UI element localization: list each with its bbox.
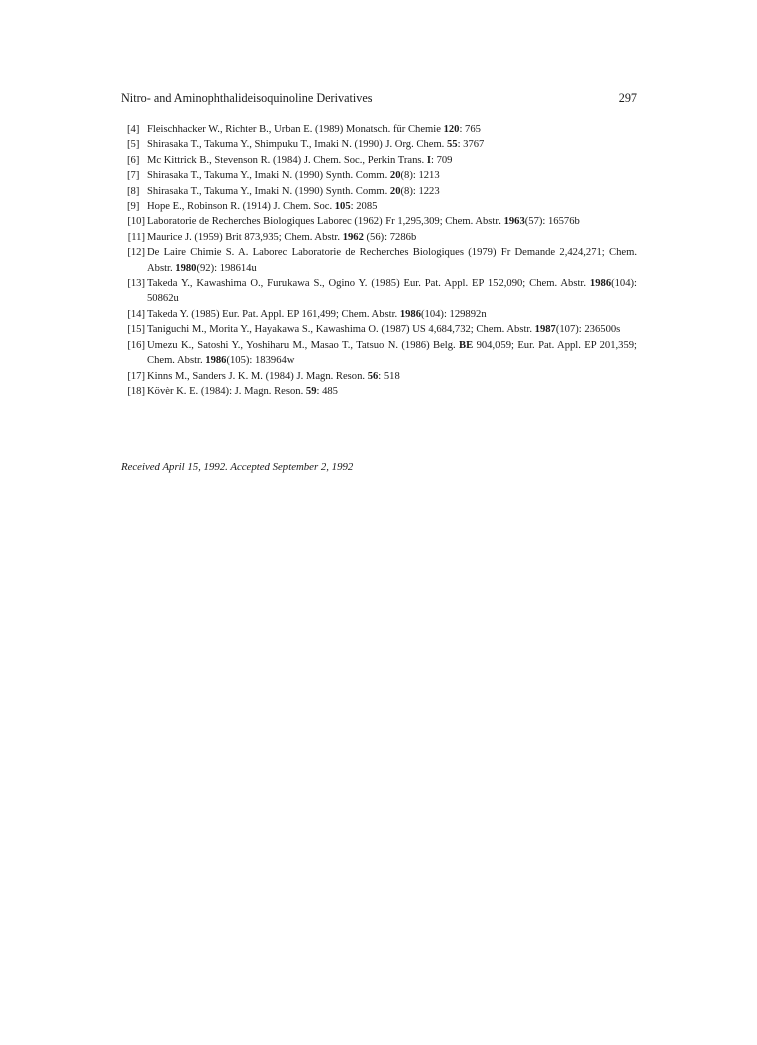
reference-segment: Maurice J. (1959) Brit 873,935; Chem. Abstr. xyxy=(147,231,343,243)
reference-segment: : 485 xyxy=(316,385,338,397)
reference-text xyxy=(147,139,484,150)
reference-text xyxy=(147,155,452,166)
reference-list xyxy=(121,122,637,399)
reference-item xyxy=(121,384,637,399)
reference-item xyxy=(121,137,637,152)
reference-volume: 105 xyxy=(334,201,351,213)
reference-segment: Umezu K., Satoshi Y., Yoshiharu M., Masao T., Tatsuo N. (1986) Belg. xyxy=(147,339,460,351)
reference-number: [10] xyxy=(127,216,145,228)
reference-text xyxy=(147,201,377,212)
reference-segment: Kövèr K. E. (1984): J. Magn. Reson. xyxy=(147,385,306,397)
reference-text xyxy=(147,340,637,366)
reference-segment: Shirasaka T., Takuma Y., Imaki N. (1990) Synth. Comm. xyxy=(147,170,390,182)
reference-segment: Fleischhacker W., Richter B., Urban E. (1989) Monatsch. für Chemie xyxy=(147,124,444,135)
received-note: Received April 15, 1992. Accepted September 2, 1992 xyxy=(121,461,354,473)
reference-volume: 1962 xyxy=(342,231,364,243)
reference-volume: 1987 xyxy=(534,324,556,336)
reference-volume: 20 xyxy=(389,170,401,182)
reference-number: [16] xyxy=(127,339,145,351)
reference-number: [18] xyxy=(127,385,145,397)
reference-segment: 904,059; Eur. Pat. Appl. EP 201,359; Chem. Abstr. xyxy=(147,339,637,367)
reference-number: [6] xyxy=(127,154,140,166)
reference-segment: (8): 1223 xyxy=(400,185,440,197)
reference-number: [7] xyxy=(127,170,140,182)
reference-item xyxy=(121,276,637,307)
page-number: 297 xyxy=(618,91,637,105)
reference-item xyxy=(121,214,637,229)
reference-segment: De Laire Chimie S. A. Laborec Laboratorie de Recherches Biologiques (1979) Fr Demande 2,424,271; Chem. Abstr. xyxy=(147,247,637,274)
reference-volume: I xyxy=(426,154,431,166)
reference-item xyxy=(121,153,637,168)
reference-segment: Kinns M., Sanders J. K. M. (1984) J. Magn. Reson. xyxy=(147,370,368,382)
reference-number: [12] xyxy=(127,247,145,259)
reference-text xyxy=(147,216,580,227)
reference-number: [17] xyxy=(127,370,145,382)
reference-number: [9] xyxy=(127,201,140,213)
reference-segment: Mc Kittrick B., Stevenson R. (1984) J. Chem. Soc., Perkin Trans. xyxy=(147,154,427,166)
reference-volume: 1986 xyxy=(399,308,421,320)
reference-volume: BE xyxy=(459,339,474,351)
reference-segment: (104): 50862u xyxy=(147,278,637,305)
reference-segment: : 2085 xyxy=(350,201,378,213)
reference-volume: 120 xyxy=(443,124,460,135)
reference-text xyxy=(147,170,440,181)
reference-item xyxy=(121,307,637,322)
reference-segment: Laboratorie de Recherches Biologiques Laborec (1962) Fr 1,295,309; Chem. Abstr. xyxy=(147,216,504,228)
reference-text xyxy=(147,324,620,335)
reference-segment: Takeda Y. (1985) Eur. Pat. Appl. EP 161,499; Chem. Abstr. xyxy=(147,308,400,320)
reference-item xyxy=(121,122,637,137)
reference-volume: 59 xyxy=(305,385,317,397)
reference-text xyxy=(147,309,487,320)
reference-segment: Hope E., Robinson R. (1914) J. Chem. Soc. xyxy=(147,201,335,213)
reference-item xyxy=(121,369,637,384)
reference-segment: (107): 236500s xyxy=(555,324,621,336)
reference-number: [14] xyxy=(127,308,145,320)
reference-item xyxy=(121,322,637,337)
reference-text xyxy=(147,186,440,197)
running-head xyxy=(121,90,637,106)
running-head-title: Nitro- and Aminophthalideisoquinoline Derivatives xyxy=(121,91,373,105)
reference-volume: 1986 xyxy=(205,355,227,367)
reference-segment: (57): 16576b xyxy=(524,216,580,228)
reference-number: [8] xyxy=(127,185,140,197)
reference-number: [13] xyxy=(127,278,145,290)
reference-text xyxy=(147,278,637,304)
reference-segment: : 765 xyxy=(459,124,481,135)
reference-item xyxy=(121,168,637,183)
reference-segment: Shirasaka T., Takuma Y., Imaki N. (1990) Synth. Comm. xyxy=(147,185,390,197)
reference-segment: : 3767 xyxy=(457,139,485,151)
reference-segment: (8): 1213 xyxy=(400,170,440,182)
reference-item xyxy=(121,199,637,214)
reference-segment: (104): 129892n xyxy=(421,308,487,320)
reference-segment: (92): 198614u xyxy=(196,262,257,274)
reference-text xyxy=(147,232,416,243)
reference-text xyxy=(147,371,400,382)
reference-segment: (105): 183964w xyxy=(226,355,295,367)
reference-segment: (56): 7286b xyxy=(363,231,417,243)
reference-volume: 56 xyxy=(367,370,379,382)
reference-volume: 1986 xyxy=(589,278,612,290)
reference-segment: : 518 xyxy=(378,370,400,382)
reference-segment: Shirasaka T., Takuma Y., Shimpuku T., Imaki N. (1990) J. Org. Chem. xyxy=(147,139,447,151)
reference-number: [5] xyxy=(127,139,140,151)
reference-item xyxy=(121,338,637,369)
reference-volume: 1980 xyxy=(175,262,197,274)
reference-volume: 1963 xyxy=(503,216,525,228)
reference-text xyxy=(147,124,481,135)
reference-segment: Takeda Y., Kawashima O., Furukawa S., Ogino Y. (1985) Eur. Pat. Appl. EP 152,090; Chem. Abstr. xyxy=(147,278,590,290)
reference-volume: 20 xyxy=(389,185,401,197)
reference-number: [15] xyxy=(127,324,145,336)
reference-item xyxy=(121,245,637,276)
reference-number: [11] xyxy=(127,231,145,243)
reference-item xyxy=(121,230,637,245)
reference-segment: Taniguchi M., Morita Y., Hayakawa S., Kawashima O. (1987) US 4,684,732; Chem. Abstr. xyxy=(147,324,535,336)
reference-item xyxy=(121,184,637,199)
reference-volume: 55 xyxy=(446,139,458,151)
reference-number: [4] xyxy=(127,124,140,135)
reference-segment: : 709 xyxy=(430,154,453,166)
reference-text xyxy=(147,386,338,397)
reference-text xyxy=(147,247,637,273)
